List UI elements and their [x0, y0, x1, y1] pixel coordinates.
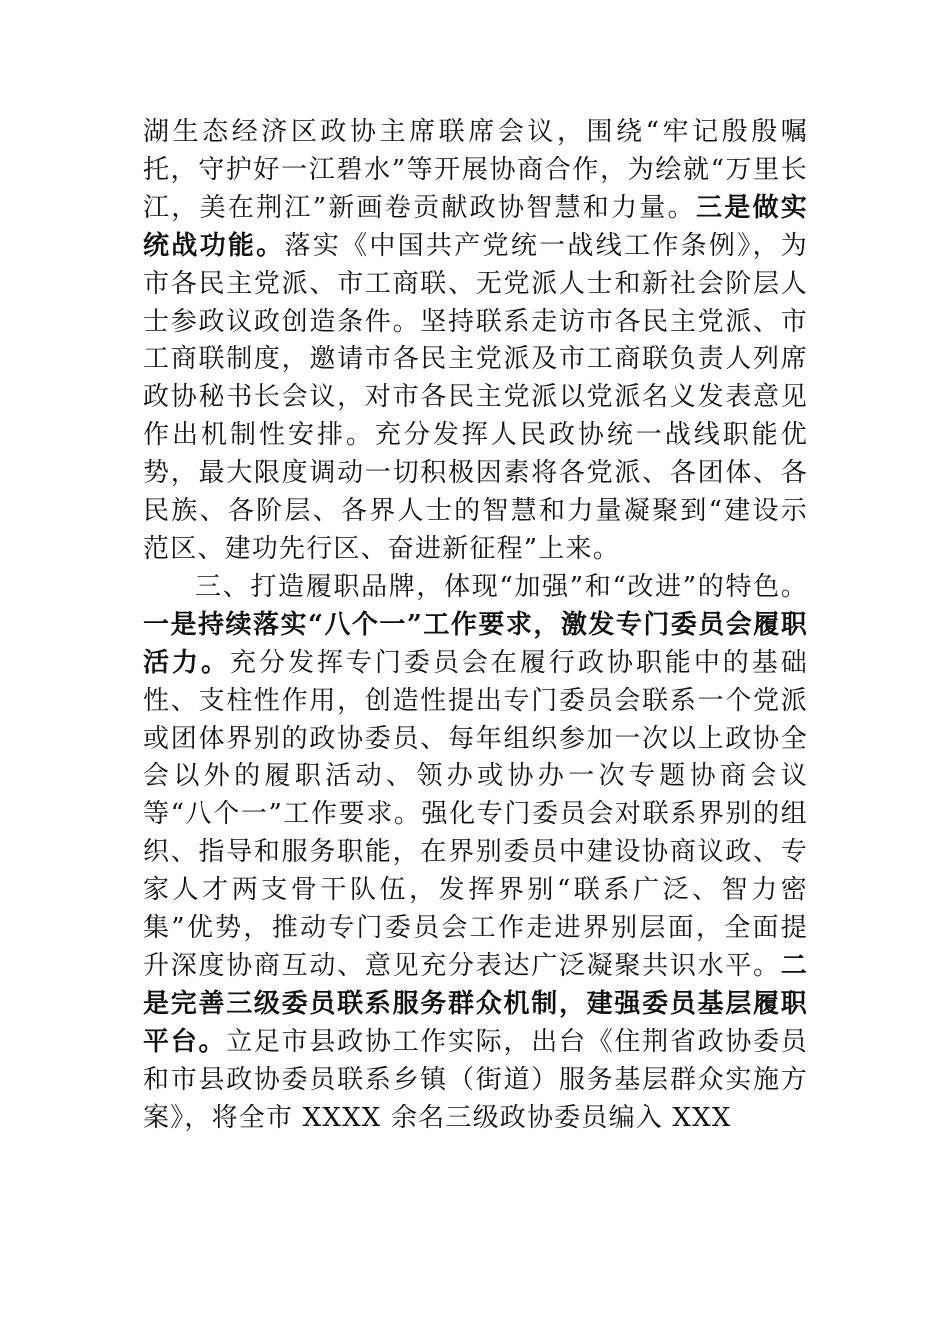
bold-subheading: 三是做实统战功能。 [143, 192, 808, 261]
bold-subheading: 一是持续落实“八个一”工作要求，激发专门委员会履职活力。 [143, 609, 808, 678]
bold-subheading: 二是完善三级委员联系服务群众机制，建强委员基层履职平台。 [143, 950, 808, 1057]
paragraph-text: 充分发挥专门委员会在履行政协职能中的基础性、支柱性作用，创造性提出专门委员会联系一个党派或团体界别的政协委员、每年组织参加一次以上政协全会以外的履职活动、领办或协办一次专题协商会议等“八个一”工作要求。强化专门委员会对联系界别的组织、指导和服务职能，在界别委员中建设协商议政、专家人才两支骨干队伍，发挥界别“联系广泛、智力密集”优势，推动专门委员会工作走进界别层面，全面提升深度协商互动、意见充分表达广泛凝聚共识水平。 [143, 647, 808, 981]
paragraph-continuation [143, 114, 808, 569]
paragraph-section-three [143, 569, 808, 1138]
section-heading: 三、打造履职品牌，体现“加强”和“改进”的特色。 [195, 571, 808, 602]
paragraph-text: 湖生态经济区政协主席联席会议，围绕“牢记殷殷嘱托，守护好一江碧水”等开展协商合作，为绘就“万里长江，美在荆江”新画卷贡献政协智慧和力量。 [143, 117, 808, 223]
paragraph-text: 落实《中国共产党统一战线工作条例》，为市各民主党派、市工商联、无党派人士和新社会阶层人士参政议政创造条件。坚持联系走访市各民主党派、市工商联制度，邀请市各民主党派及市工商联负责人列席政协秘书长会议，对市各民主党派以党派名义发表意见作出机制性安排。充分发挥人民政协统一战线职能优势，最大限度调动一切积极因素将各党派、各团体、各民族、各阶层、各界人士的智慧和力量凝聚到“建设示范区、建功先行区、奋进新征程”上来。 [143, 230, 808, 564]
paragraph-text: 立足市县政协工作实际，出台《住荆省政协委员和市县政协委员联系乡镇（街道）服务基层群众实施方案》，将全市 XXXX 余名三级政协委员编入 XXX [143, 1026, 809, 1133]
document-body [143, 114, 808, 1137]
